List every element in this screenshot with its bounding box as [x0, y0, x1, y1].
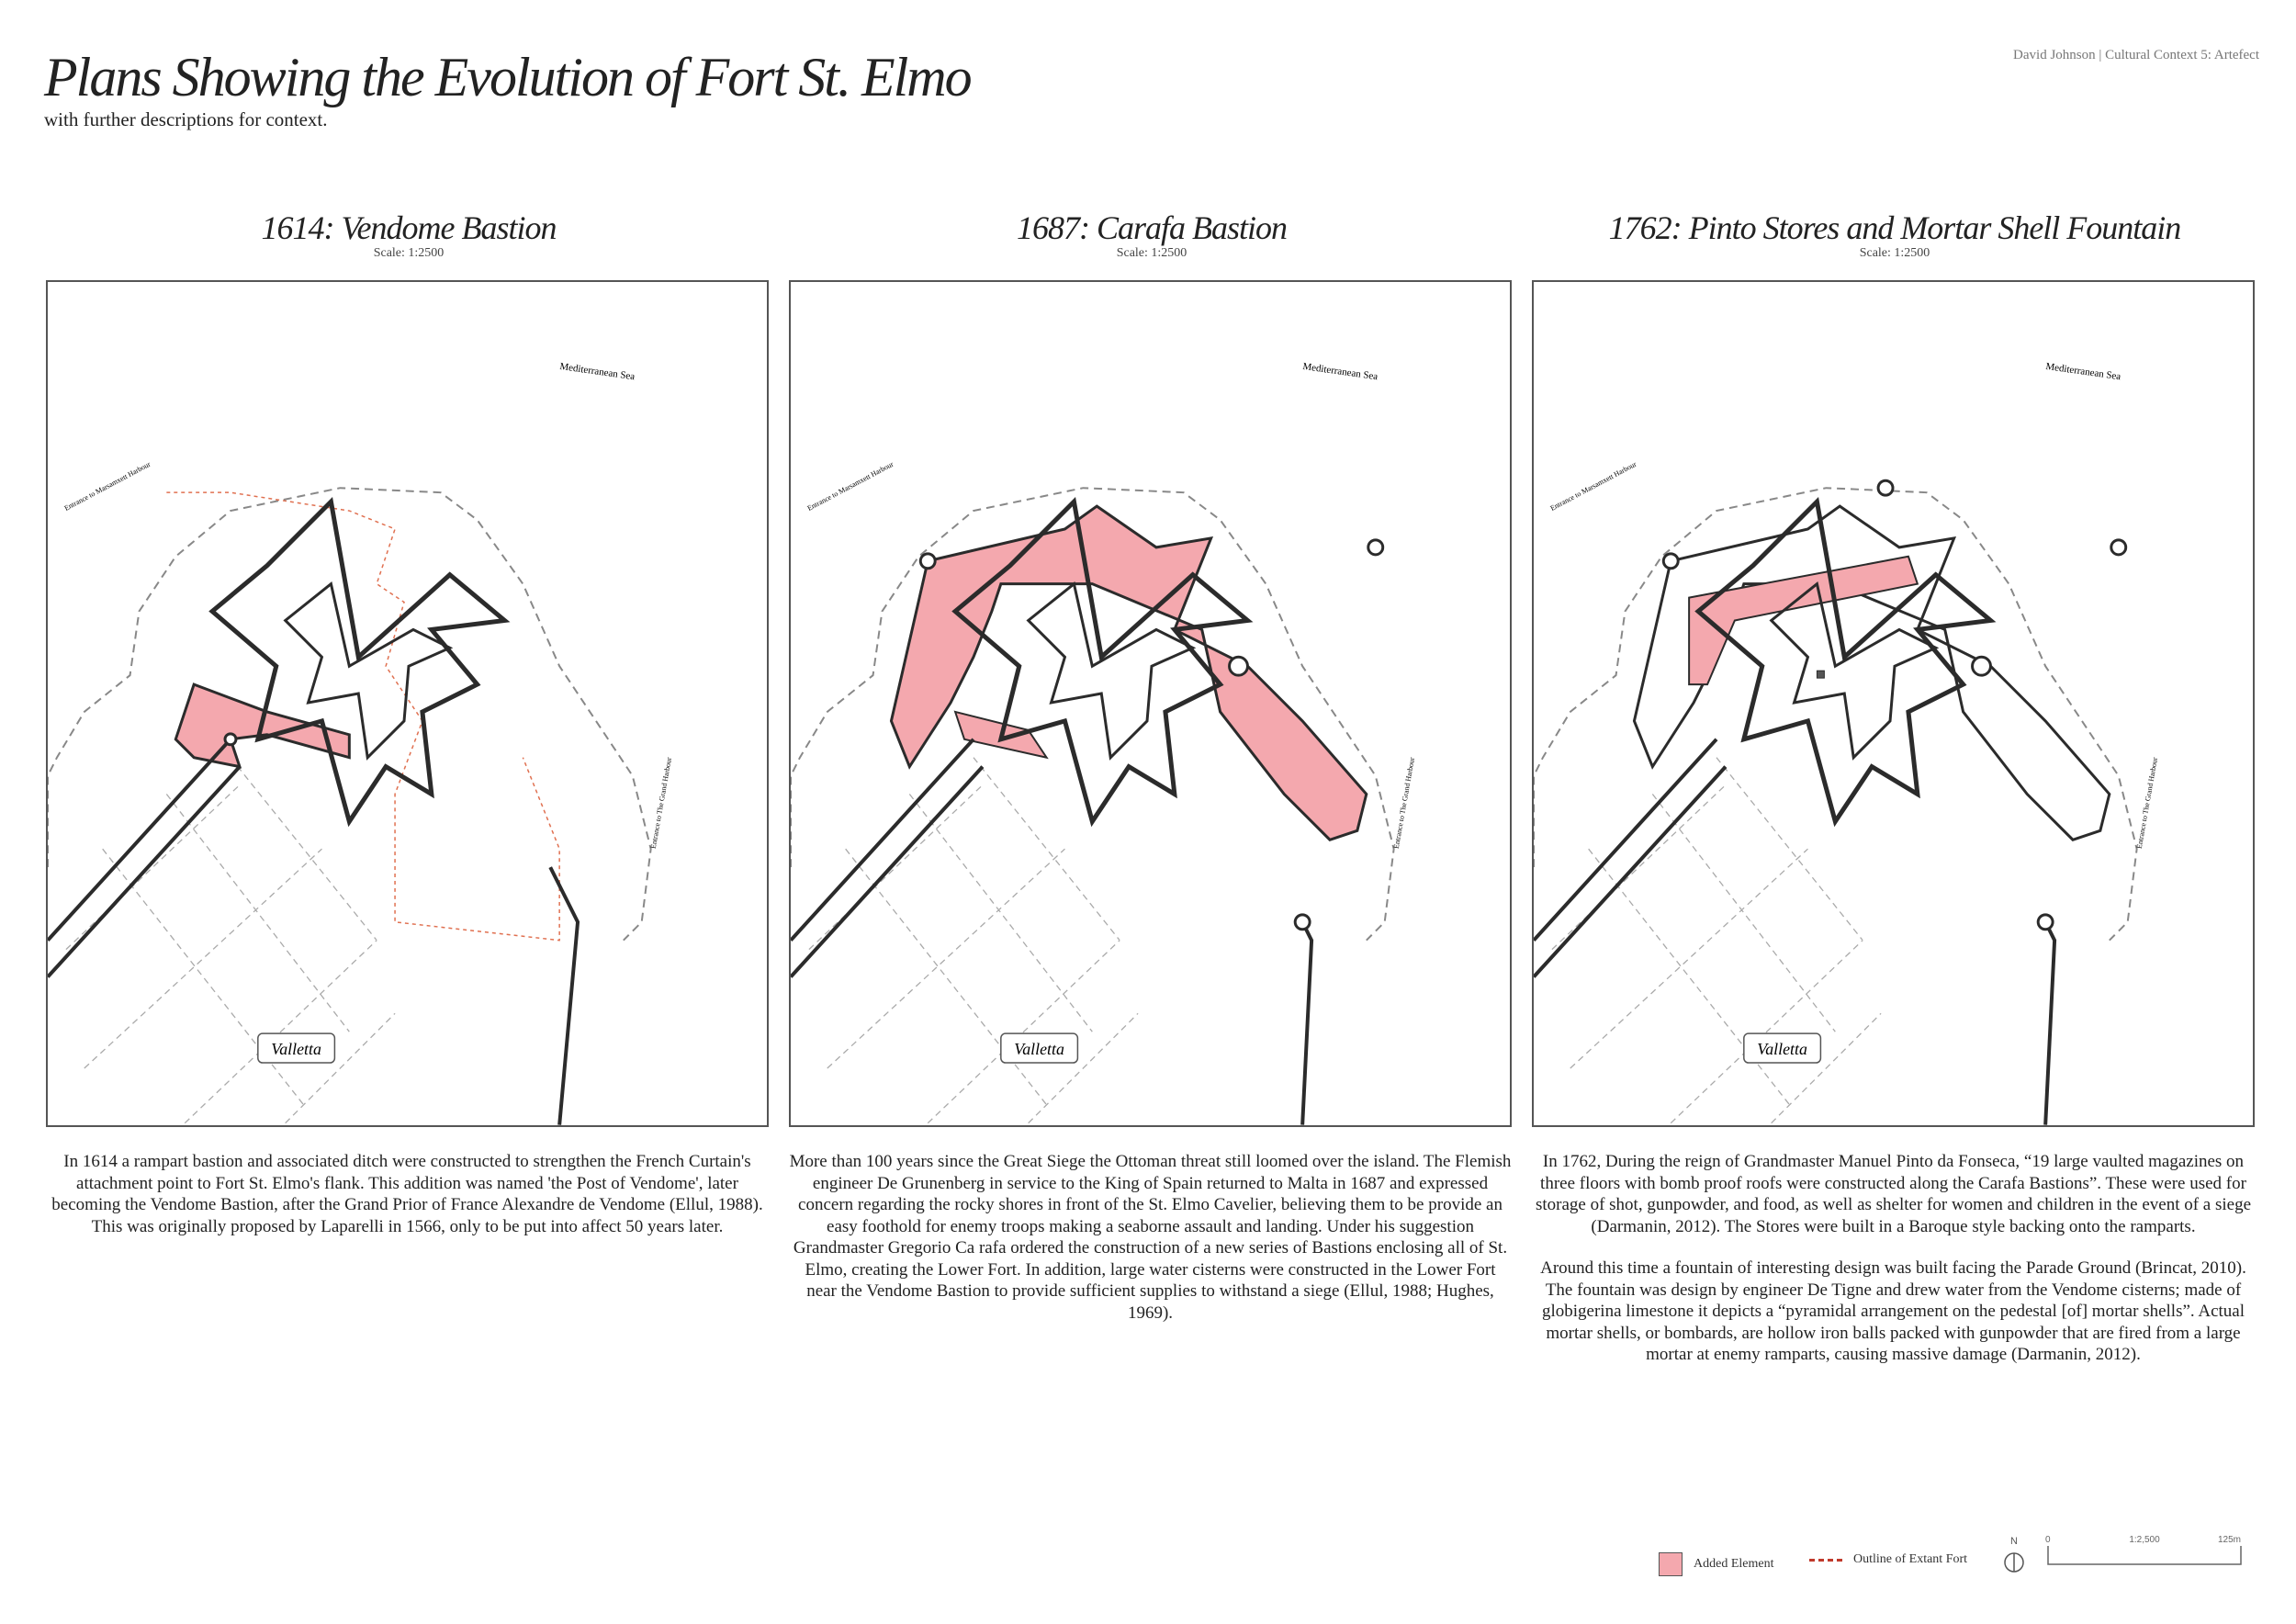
panel-2-description [789, 1151, 1512, 1344]
bastion-tower [1368, 540, 1383, 555]
cistern-circle [1230, 657, 1248, 675]
scale-end: 125m [2217, 1535, 2241, 1545]
scale-zero: 0 [2045, 1535, 2051, 1545]
legend-outline-label: Outline of Extant Fort [1853, 1552, 1968, 1566]
label-marsamxett: Entrance to Marsamxett Harbour [62, 459, 152, 513]
page-title: Plans Showing the Evolution of Fort St. Elmo [44, 47, 971, 107]
panel-3-map [1532, 280, 2255, 1127]
added-swatch [1659, 1552, 1683, 1576]
panel-2-title: 1687: Carafa Bastion [1016, 209, 1287, 246]
mortar-shell-fountain [1817, 671, 1824, 678]
bastion-tower [2038, 915, 2053, 930]
panel-2-plan [791, 282, 1510, 1125]
bastion-tower [920, 554, 935, 569]
panel-3-title: 1762: Pinto Stores and Mortar Shell Fountain [1608, 209, 2181, 246]
bastion-tower [1663, 554, 1678, 569]
panel-3-heading [1532, 209, 2257, 261]
panel-1-plan [48, 282, 767, 1125]
label-valletta: Valletta [1014, 1040, 1064, 1059]
label-grand-harbour: Entrance to The Grand Harbour [1391, 756, 1417, 850]
french-curtain-wall [1534, 739, 1726, 977]
french-curtain-wall [791, 739, 983, 977]
panel-1-map [46, 280, 769, 1127]
scale-ratio: 1:2,500 [2129, 1535, 2160, 1545]
bastion-tower [225, 734, 236, 745]
cistern-circle [1973, 657, 1991, 675]
valletta-edge-wall [550, 867, 578, 1125]
panel-2-map [789, 280, 1512, 1127]
label-sea: Mediterranean Sea [2044, 360, 2122, 383]
panel-2-scale: Scale: 1:2500 [1116, 246, 1187, 260]
outline-dash-swatch [1809, 1559, 1842, 1562]
coastline [48, 488, 651, 940]
page-subtitle: with further descriptions for context. [44, 108, 328, 130]
legend-added-element [1659, 1552, 1773, 1576]
bastion-tower [2111, 540, 2126, 555]
label-valletta: Valletta [271, 1040, 321, 1059]
panel-3-scale: Scale: 1:2500 [1859, 246, 1930, 260]
label-sea: Mediterranean Sea [1301, 360, 1379, 383]
panel-1-heading [46, 209, 771, 261]
panel-1-title: 1614: Vendome Bastion [261, 209, 557, 246]
valletta-edge-wall [1302, 922, 1311, 1125]
bastion-tower [1295, 915, 1310, 930]
description-paragraph: More than 100 years since the Great Siege the Ottoman threat still loomed over the island. The Flemish engineer De Grunenberg in service to the King of Spain returned to Malta in 1687 and expressed concern regarding the rocky shores in front of the St. Elmo Cavelier, believing them to be provide an easy foothold for enemy troops making a seaborne assault and landing. Under his suggestion Grandmaster Gregorio Ca rafa ordered the construction of a new series of Bastions enclosing all of St. Elmo, creating the Lower Fort. In addition, large water cisterns were constructed in the Lower Fort near the Vendome Bastion to provide sufficient supplies to withstand a siege (Ellul, 1988; Hughes, 1969). [789, 1152, 1512, 1323]
label-valletta: Valletta [1757, 1040, 1807, 1059]
french-curtain-wall [48, 739, 240, 977]
label-grand-harbour: Entrance to The Grand Harbour [2134, 756, 2160, 850]
legend-outline [1809, 1552, 1967, 1567]
north-and-scale-bar [1998, 1531, 2291, 1586]
label-marsamxett: Entrance to Marsamxett Harbour [805, 459, 895, 513]
author-credit: David Johnson | Cultural Context 5: Artefect [2013, 48, 2259, 62]
north-label: N [2010, 1536, 2018, 1547]
bastion-tower [1878, 480, 1893, 495]
panel-3-description [1532, 1151, 2255, 1386]
description-paragraph: In 1614 a rampart bastion and associated ditch were constructed to strengthen the French Curtain's attachment point to Fort St. Elmo's flank. This addition was named 'the Post of Vendome', later becoming the Vendome Bastion, after the Grand Prior of France Alexandre de Vendome (Ellul, 1988). This was originally proposed by Laparelli in 1566, only to be put into affect 50 years later. [51, 1152, 763, 1236]
label-marsamxett: Entrance to Marsamxett Harbour [1548, 459, 1638, 513]
valletta-edge-wall [2045, 922, 2054, 1125]
description-paragraph: Around this time a fountain of interesting design was built facing the Parade Ground (Brincat, 2010). The fountain was design by engineer De Tigne and drew water from the Vendome cisterns; made of globigerina limestone it depicts a “pyramidal arrangement on the pedestal [of] mortar shells”. Actual mortar shells, or bombards, are hollow iron balls packed with gunpowder that are fired from a large mortar at enemy ramparts, causing massive damage (Darmanin, 2012). [1540, 1258, 2246, 1364]
label-sea: Mediterranean Sea [558, 360, 636, 383]
label-grand-harbour: Entrance to The Grand Harbour [648, 756, 674, 850]
panel-2-heading [789, 209, 1514, 261]
panel-1-scale: Scale: 1:2500 [373, 246, 445, 260]
panel-1-description [46, 1151, 769, 1257]
scale-bar [2048, 1546, 2241, 1564]
panel-3-plan [1534, 282, 2253, 1125]
coastline [1534, 488, 2137, 940]
legend-added-label: Added Element [1694, 1557, 1774, 1571]
description-paragraph: In 1762, During the reign of Grandmaster Manuel Pinto da Fonseca, “19 large vaulted magazines on three floors with bomb proof roofs were constructed along the Carafa Bastions”. These were used for storage of shot, gunpowder, and food, as well as shelter for women and children in the event of a siege (Darmanin, 2012). The Stores were built in a Baroque style backing onto the ramparts. [1535, 1152, 2252, 1236]
